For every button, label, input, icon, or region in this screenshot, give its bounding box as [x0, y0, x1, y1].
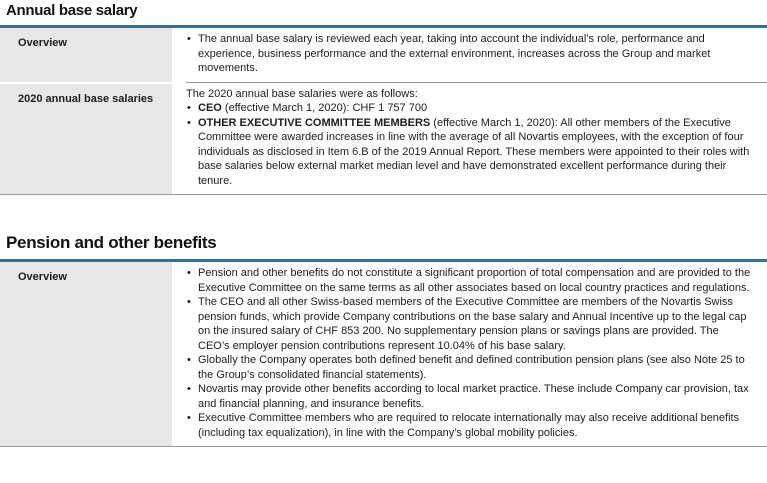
row-content [186, 28, 767, 82]
bullet-text: (effective March 1, 2020): All other members of the Executive Committee were awarded increases in line with the average of all Novartis employees, with the exception of four individuals as disclosed in Item 6.B of the 2019 Annual Report. These members were appointed to their roles with base salaries below external market median level and have demonstrated excellent performance during their tenure. [198, 116, 750, 187]
column-gutter [172, 82, 186, 195]
row-content [186, 82, 767, 195]
info-table [0, 25, 767, 195]
bullet-item [186, 116, 751, 189]
bullet-item [186, 353, 751, 382]
info-table [0, 259, 767, 447]
bullet-text: The CEO and all other Swiss-based members of the Executive Committee are members of the Novartis Swiss pension funds, which provide Company contributions on the base salary and Annual Incentive up to the legal cap on the insured salary of CHF 853 200. No supplementary pension plans or savings plans are provided. The CEO’s employer pension contributions represent 10.04% of his base salary. [198, 296, 747, 352]
table-row [0, 262, 767, 446]
table-row [0, 28, 767, 82]
bullet-text: (effective March 1, 2020): CHF 1 757 700 [221, 102, 428, 114]
bullet-list [186, 266, 751, 440]
row-label: Overview [0, 262, 172, 446]
bullet-item [186, 32, 751, 76]
document-page [0, 2, 767, 483]
bullet-text: The annual base salary is reviewed each year, taking into account the individual’s role, performance and experience, business performance and the external environment, increases across the Group and market movements. [198, 33, 711, 74]
row-content [186, 262, 767, 446]
bullet-item [186, 101, 751, 116]
bullet-item [186, 382, 751, 411]
bullet-bold-text: CEO [198, 102, 222, 114]
section-heading: Pension and other benefits [6, 233, 217, 252]
row-label: Overview [0, 28, 172, 82]
bullet-list [186, 101, 751, 188]
bullet-text: Globally the Company operates both defined benefit and defined contribution pension plans (see also Note 25 to the Group’s consolidated financial statements). [198, 354, 745, 381]
sections-root [0, 2, 767, 447]
bullet-text: Executive Committee members who are required to relocate internationally may also receive additional benefits (including tax equalization), in line with the Company’s global mobility policies. [198, 412, 740, 439]
document-section [0, 233, 767, 447]
bullet-list [186, 32, 751, 76]
row-label: 2020 annual base salaries [0, 82, 172, 195]
bullet-text: Pension and other benefits do not constitute a significant proportion of total compensation and are provided to the Executive Committee on the same terms as all other associates based on local country practices and regulations. [198, 267, 751, 294]
document-section [0, 2, 767, 195]
column-gutter [172, 262, 186, 446]
content-intro: The 2020 annual base salaries were as follows: [186, 87, 418, 100]
bullet-text: Novartis may provide other benefits according to local market practice. These include Company car provision, tax and financial planning, and insurance benefits. [198, 383, 749, 410]
column-gutter [172, 28, 186, 82]
bullet-bold-text: OTHER EXECUTIVE COMMITTEE MEMBERS [198, 116, 431, 129]
section-heading: Annual base salary [6, 2, 138, 19]
bullet-item [186, 411, 751, 440]
table-row [0, 82, 767, 195]
bullet-item [186, 295, 751, 353]
bullet-item [186, 266, 751, 295]
